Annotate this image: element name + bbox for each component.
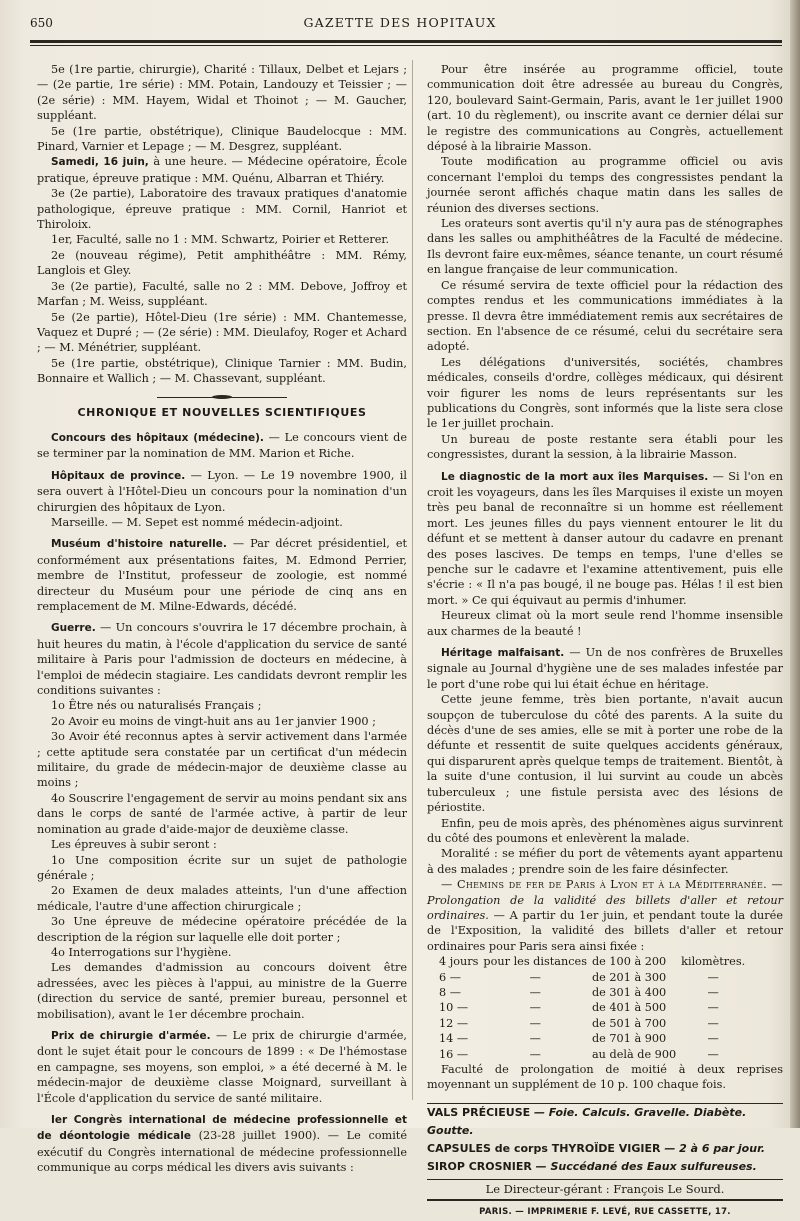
imprint: PARIS. — IMPRIMERIE F. LEVÉ, RUE CASSETTE, 17. (479, 1207, 731, 1218)
news-item-text: 1o Être nés ou naturalisés Français ; (51, 699, 262, 713)
exam-paragraph: 1er, Faculté, salle no 1 : MM. Schwartz, Poirier et Retterer. (51, 233, 390, 247)
table-cell: 16 — (439, 1047, 469, 1061)
news-item-lead: Concours des hôpitaux (médecine). (51, 431, 264, 444)
news-item-text: Toute modification au programme officiel ou avis concernant l'emploi du temps des congressistes pendant la journée seront affichés chaque matin dans les salles de réunion des diverses sections. (427, 155, 783, 215)
table-row (439, 1000, 750, 1015)
news-item (37, 515, 407, 530)
table-row (439, 1047, 750, 1062)
advertisement-text: — Succédané des Eaux sulfureuses. (531, 1159, 757, 1173)
table-cell: de 201 à 300 (591, 970, 667, 984)
exam-paragraph: 5e (1re partie, obstétrique), Clinique Tarnier : MM. Budin, Bonnaire et Wallich ; — M. Chassevant, suppléant. (37, 356, 407, 386)
news-item (37, 729, 407, 791)
table-row (439, 954, 750, 969)
table-cell: — (529, 1047, 541, 1061)
table-cell: — (707, 1001, 719, 1015)
advertisement-name: CAPSULES de corps THYROÏDE VIGIER (427, 1141, 661, 1155)
news-item (37, 791, 407, 837)
right-column (427, 62, 783, 1221)
news-item (37, 620, 407, 698)
running-head: GAZETTE DES HOPITAUX (303, 15, 497, 30)
table-cell: 14 — (439, 1032, 469, 1046)
table-row (439, 1031, 750, 1046)
news-item-text: Pour être insérée au programme officiel, toute communication doit être adressée au bureau du Congrès, 120, boulevard Saint-Germain, Paris, avant le 1er juillet 1900 (art. 10 du règlement), ou inscrite avant ce dernier délai sur le registre des communications au Congrès, actuellement déposé à la librairie Masson. (427, 63, 783, 154)
distance-table (439, 954, 750, 1062)
news-item-text: Cette jeune femme, très bien portante, n'avait aucun soupçon de tuberculose du côté des parents. A la suite du décès d'une de ses amies, elle se mit à porter une robe de la défunte et ressentit de suite quelques accidents généraux, qui disparurent après quelque temps de traitement. Bientôt, à la suite d'une contusion, il lui survint au coude un abcès tuberculeux ; une fistule persista avec des lésions de périostite. (427, 693, 783, 815)
news-item (37, 837, 407, 852)
news-item (427, 62, 783, 154)
header-rule-thin (30, 45, 782, 46)
news-item (37, 960, 407, 1022)
table-cell: de 100 à 200 (591, 955, 667, 969)
news-item (427, 216, 783, 278)
news-item-text: — Par décret présidentiel, et conformément aux présentations faites, M. Edmond Perrier, membre de l'Institut, professeur de zoologie, est nommé directeur du Muséum pour une période de cinq ans en remplacement de M. Milne-Edwards, décédé. (37, 537, 407, 613)
news-item-text: Moralité : se méfier du port de vêtements ayant appartenu à des malades ; prendre soin de les faire désinfecter. (427, 847, 783, 876)
news-item (37, 1028, 407, 1106)
news-item-text: 2o Examen de deux malades atteints, l'un d'une affection médicale, l'autre d'une affection chirurgicale ; (37, 884, 407, 913)
news-item (37, 430, 407, 462)
signature-rule-bottom (427, 1199, 783, 1201)
page-edge-shadow (790, 0, 800, 1128)
section-ornament (157, 393, 287, 401)
news-item-text: — Le prix de chirurgie d'armée, dont le sujet était pour le concours de 1899 : « De l'hémostase en campagne, ses moyens, son emploi, » a été decerné à M. le médecin-major de deuxième classe Moignard, surveillant à l'École d'application du service de santé militaire. (37, 1028, 407, 1105)
news-item (37, 914, 407, 945)
news-item-text: — Un de nos confrères de Bruxelles signale au Journal d'hygiène une de ses malades infestée par le port d'une robe qui lui était échue en héritage. (427, 646, 783, 691)
exam-paragraph: 5e (2e partie), Hôtel-Dieu (1re série) : MM. Chantemesse, Vaquez et Dupré ; — (2e série) : MM. Dieulafoy, Roger et Achard ; — M. Ménétrier, suppléant. (37, 310, 407, 355)
news-item (37, 1112, 407, 1176)
table-row (439, 985, 750, 1000)
table-cell: 12 — (439, 1016, 469, 1030)
news-item (427, 355, 783, 432)
table-cell: pour les distances (483, 955, 587, 969)
news-item-text: — Un concours s'ouvrira le 17 décembre prochain, à huit heures du matin, à l'école d'application du service de santé militaire à Paris pour l'admission de docteurs en médecine, à l'emploi de médecin stagiaire. Les candidats devront remplir les conditions suivantes : (37, 621, 407, 698)
section-title: CHRONIQUE ET NOUVELLES SCIENTIFIQUES (77, 405, 367, 419)
news-item-text: Un bureau de poste restante sera établi pour les congressistes, durant la session, à la librairie Masson. (427, 432, 783, 462)
news-item (427, 846, 783, 877)
news-item (37, 698, 407, 713)
advertisement (427, 1140, 783, 1158)
rail-lead-italic: Prolongation de la validité des billets d'aller et retour ordinaires. — (427, 893, 783, 922)
news-item-lead: Ier Congrès international de médecine professionnelle et de déontologie médicale (37, 1114, 407, 1143)
table-cell: au delà de 900 (591, 1047, 677, 1061)
ads-list (427, 1104, 783, 1176)
exam-paragraph: 3e (2e partie), Faculté, salle no 2 : MM. Debove, Joffroy et Marfan ; M. Weiss, suppléant. (37, 279, 407, 309)
news-item (37, 883, 407, 914)
news-item-text: Les délégations d'universités, sociétés, chambres médicales, conseils d'ordre, collèges médicaux, qui désirent voir figurer les noms de leurs représentants sur les publications du Congrès, sont informés que la liste sera close le 1er juillet prochain. (427, 355, 783, 431)
header-rule-thick (30, 40, 782, 43)
table-cell: 4 jours (439, 955, 479, 969)
table-cell: kilomètres. (681, 955, 746, 969)
table-cell: — (529, 985, 541, 999)
rail-after: Faculté de prolongation de moitié à deux reprises moyennant un supplément de 10 p. 100 chaque fois. (427, 1063, 783, 1092)
news-item-text: Marseille. — M. Sepet est nommé médecin-adjoint. (51, 515, 343, 529)
table-cell: de 301 à 400 (591, 985, 667, 999)
table-cell: — (707, 1016, 719, 1030)
news-item-text: 4o Interrogations sur l'hygiène. (51, 945, 232, 959)
news-item-lead: Prix de chirurgie d'armée. (51, 1029, 211, 1042)
page-number: 650 (30, 16, 53, 30)
news-item-text: Heureux climat où la mort seule rend l'homme insensible aux charmes de la beauté ! (427, 609, 783, 638)
news-item-text: (23-28 juillet 1900). — Le comité exécutif du Congrès international de médecine professionnelle communique au corps médical les divers avis suivants : (37, 1129, 407, 1175)
left-column (37, 62, 407, 1176)
news-item-lead: Hôpitaux de province. (51, 469, 186, 482)
rail-text: A partir du 1er juin, et pendant toute la durée de l'Exposition, la validité des billets d'aller et retour ordinaires pour Paris sera ainsi fixée : (427, 908, 783, 953)
exam-paragraph: 5e (1re partie, obstétrique), Clinique Baudelocque : MM. Pinard, Varnier et Lepage ; — M. Desgrez, suppléant. (37, 124, 407, 154)
advertisement (427, 1158, 783, 1176)
news-item (427, 278, 783, 355)
news-item (37, 536, 407, 614)
news-item-text: Les orateurs sont avertis qu'il n'y aura pas de sténographes dans les salles ou amphithéâtres de la Faculté de médecine. Ils devront faire eux-mêmes, séance tenante, un court résumé en langue française de leur communication. (427, 217, 783, 277)
table-cell: de 401 à 500 (591, 1001, 667, 1015)
exam-paragraph: 2e (nouveau régime), Petit amphithéâtre : MM. Rémy, Langlois et Gley. (37, 248, 407, 278)
news-item-text: Ce résumé servira de texte officiel pour la rédaction des comptes rendus et les communications immédiates à la presse. Il devra être immédiatement remis aux secrétaires de section. En l'absence de ce résumé, celui du secrétaire sera adopté. (427, 278, 783, 354)
news-item (37, 468, 407, 515)
news-right-list (427, 62, 783, 877)
table-cell: — (707, 1047, 719, 1061)
table-cell: 8 — (439, 985, 461, 999)
news-item (37, 714, 407, 729)
table-cell: — (707, 1032, 719, 1046)
table-cell: 6 — (439, 970, 461, 984)
advertisement-text: — 2 à 6 par jour. (660, 1141, 766, 1155)
rail-lead: — Chemins de fer de Paris à Lyon et à la Méditerranée. — (441, 878, 783, 892)
news-item (427, 608, 783, 639)
news-item-text: 1o Une composition écrite sur un sujet de pathologie générale ; (37, 853, 407, 882)
news-left-list (37, 430, 407, 1176)
table-cell: — (707, 970, 719, 984)
rail-paragraph (427, 877, 783, 954)
signature-rule-top (427, 1179, 783, 1180)
news-item (37, 945, 407, 960)
exam-paragraph: 5e (1re partie, chirurgie), Charité : Tillaux, Delbet et Lejars ; — (2e partie, 1re série) : MM. Potain, Landouzy et Teissier ; — (2e série) : MM. Hayem, Widal et Thoinot ; — M. Gaucher, suppléant. (37, 63, 407, 123)
news-item (427, 154, 783, 216)
exam-paragraph: 3e (2e partie), Laboratoire des travaux pratiques d'anatomie pathologique, épreuve pratique : MM. Cornil, Hanriot et Thiroloix. (37, 187, 407, 232)
news-item-lead: Muséum d'histoire naturelle. (51, 538, 227, 551)
news-item-text: Les épreuves à subir seront : (51, 838, 217, 852)
advertisement-text: — Foie. Calculs. Gravelle. Diabète. Goutte. (427, 1105, 747, 1137)
news-item-text: 2o Avoir eu moins de vingt-huit ans au 1er janvier 1900 ; (51, 714, 376, 728)
table-cell: de 701 à 900 (591, 1032, 667, 1046)
news-item-lead: Le diagnostic de la mort aux îles Marquises. (441, 470, 709, 483)
advertisement-name: VALS PRÉCIEUSE (427, 1105, 531, 1119)
table-cell: — (707, 985, 719, 999)
table-row (439, 970, 750, 985)
news-item-lead: Guerre. (51, 622, 96, 635)
advertisement (427, 1104, 783, 1140)
samedi-lead: Samedi, 16 juin, (51, 156, 149, 169)
samedi-paragraph (37, 154, 407, 186)
news-item-text: — Si l'on en croit les voyageurs, dans les îles Marquises il existe un moyen très peu banal de reconnaître si un homme est réellement mort. Les jeunes filles du pays viennent entourer le lit du défunt et se mettent à danser autour du cadavre en prenant des poses lascives. De temps en temps, l'une d'elles se penche sur le cadavre et l'examine attentivement, puis elle s'écrie : « Il n'a pas bougé, il ne bouge pas. Hélas ! il est bien mort. » Ce qui équivaut au permis d'inhumer. (427, 469, 783, 607)
news-item-text: Enfin, peu de mois après, des phénomènes aigus survinrent du côté des poumons et enlevèrent la malade. (427, 816, 783, 845)
news-item-text: 3o Avoir été reconnus aptes à servir activement dans l'armée ; cette aptitude sera constatée par un certificat d'un médecin militaire, du grade de médecin-major de deuxième classe au moins ; (37, 730, 407, 790)
table-cell: — (529, 1032, 541, 1046)
signature: Le Directeur-gérant : François Le Sourd. (485, 1181, 725, 1196)
news-item (37, 853, 407, 884)
news-item (427, 645, 783, 692)
news-item-text: 4o Souscrire l'engagement de servir au moins pendant six ans dans le corps de santé de l'armée active, à partir de leur nomination au grade d'aide-major de deuxième classe. (37, 791, 407, 836)
news-item-lead: Héritage malfaisant. (441, 647, 565, 660)
news-item-text: Les demandes d'admission au concours doivent être adressées, avec les pièces à l'appui, au ministre de la Guerre (direction du service de santé, premier bureau, personnel et mobilisation), avant le 1er décembre prochain. (37, 961, 407, 1021)
news-item (427, 816, 783, 847)
table-cell: 10 — (439, 1001, 469, 1015)
news-item-text: — Lyon. — Le 19 novembre 1900, il sera ouvert à l'Hôtel-Dieu un concours pour la nomination d'un chirurgien des hôpitaux de Lyon. (37, 468, 407, 514)
news-item (427, 432, 783, 463)
news-item (427, 692, 783, 815)
news-item (427, 469, 783, 609)
news-item-text: 3o Une épreuve de médecine opératoire précédée de la description de la région sur laquelle elle doit porter ; (37, 915, 407, 944)
table-cell: — (529, 1016, 541, 1030)
advertisement-name: SIROP CROSNIER (427, 1159, 532, 1173)
samedi-text: à une heure. — Médecine opératoire, École pratique, épreuve pratique : MM. Quénu, Albarran et Thiéry. (37, 155, 408, 185)
column-divider (412, 60, 413, 1100)
table-cell: — (529, 970, 541, 984)
table-cell: de 501 à 700 (591, 1016, 667, 1030)
news-item-text: — Le concours vient de se terminer par la nomination de MM. Marion et Riche. (37, 430, 407, 461)
table-row (439, 1016, 750, 1031)
table-cell: — (529, 1001, 541, 1015)
